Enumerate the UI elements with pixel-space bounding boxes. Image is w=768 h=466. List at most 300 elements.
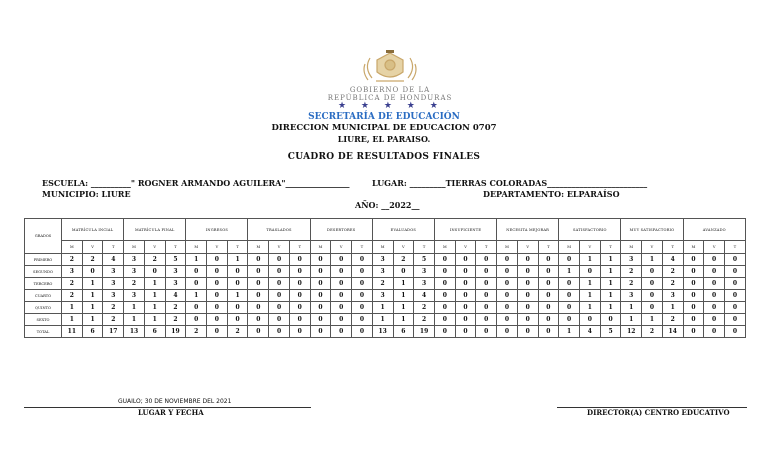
table-cell: 0 bbox=[186, 266, 207, 278]
table-cell: 3 bbox=[414, 278, 435, 290]
government-logo bbox=[272, 50, 508, 112]
table-cell: 3 bbox=[372, 290, 393, 302]
table-cell: 0 bbox=[352, 302, 373, 314]
sub-header: M bbox=[683, 241, 704, 254]
table-cell: 0 bbox=[517, 266, 538, 278]
table-cell: 3 bbox=[62, 266, 83, 278]
table-cell: 1 bbox=[393, 314, 414, 326]
table-cell: 2 bbox=[621, 266, 642, 278]
table-row bbox=[25, 314, 746, 326]
table-cell: 0 bbox=[517, 314, 538, 326]
table-cell: 1 bbox=[62, 314, 83, 326]
table-cell: 0 bbox=[331, 326, 352, 338]
localidad-subtitle: LIURE, EL PARAISO. bbox=[337, 134, 431, 144]
row-label: SEXTO bbox=[25, 314, 62, 326]
sub-header: V bbox=[269, 241, 290, 254]
table-cell: 13 bbox=[124, 326, 145, 338]
table-cell: 0 bbox=[207, 266, 228, 278]
sub-header: T bbox=[165, 241, 186, 254]
table-cell: 0 bbox=[352, 278, 373, 290]
director-label: DIRECTOR(A) CENTRO EDUCATIVO bbox=[587, 408, 730, 417]
table-cell: 1 bbox=[579, 254, 600, 266]
group-header: INGRESOS bbox=[186, 219, 248, 241]
group-header: EVALUADOS bbox=[372, 219, 434, 241]
sub-header: V bbox=[207, 241, 228, 254]
table-cell: 0 bbox=[82, 266, 103, 278]
sub-header: M bbox=[124, 241, 145, 254]
report-title: CUADRO DE RESULTADOS FINALES bbox=[287, 152, 481, 162]
table-cell: 3 bbox=[621, 290, 642, 302]
table-cell: 0 bbox=[393, 266, 414, 278]
table-cell: 17 bbox=[103, 326, 124, 338]
table-cell: 0 bbox=[227, 314, 248, 326]
table-cell: 0 bbox=[683, 314, 704, 326]
table-cell: 0 bbox=[538, 326, 559, 338]
table-cell: 1 bbox=[82, 314, 103, 326]
table-cell: 0 bbox=[497, 278, 518, 290]
table-cell: 0 bbox=[207, 302, 228, 314]
table-cell: 0 bbox=[227, 278, 248, 290]
row-label: QUINTO bbox=[25, 302, 62, 314]
table-cell: 0 bbox=[704, 290, 725, 302]
logo-line-2: REPÚBLICA DE HONDURAS bbox=[327, 94, 453, 102]
table-cell: 0 bbox=[289, 266, 310, 278]
table-cell: 0 bbox=[331, 314, 352, 326]
sub-header-row bbox=[25, 241, 746, 254]
table-cell: 0 bbox=[476, 290, 497, 302]
table-cell: 0 bbox=[683, 266, 704, 278]
table-cell: 0 bbox=[227, 302, 248, 314]
table-cell: 2 bbox=[621, 278, 642, 290]
table-cell: 1 bbox=[600, 254, 621, 266]
group-header: SATISFACTORIO bbox=[559, 219, 621, 241]
table-cell: 0 bbox=[725, 302, 746, 314]
table-cell: 3 bbox=[124, 266, 145, 278]
table-cell: 3 bbox=[621, 254, 642, 266]
table-cell: 2 bbox=[144, 254, 165, 266]
table-cell: 0 bbox=[704, 266, 725, 278]
table-cell: 0 bbox=[559, 278, 580, 290]
group-header: MATRÍCULA INCIAL bbox=[62, 219, 124, 241]
group-header-row bbox=[25, 219, 746, 241]
fecha-text: GUAILO; 30 DE NOVIEMBRE DEL 2021 bbox=[118, 398, 232, 405]
sub-header: V bbox=[82, 241, 103, 254]
table-cell: 0 bbox=[310, 278, 331, 290]
table-cell: 1 bbox=[227, 290, 248, 302]
table-cell: 0 bbox=[476, 254, 497, 266]
row-label: CUARTO bbox=[25, 290, 62, 302]
table-cell: 0 bbox=[352, 254, 373, 266]
table-cell: 0 bbox=[455, 314, 476, 326]
table-cell: 0 bbox=[248, 326, 269, 338]
table-cell: 0 bbox=[144, 266, 165, 278]
table-cell: 2 bbox=[642, 326, 663, 338]
table-cell: 0 bbox=[455, 266, 476, 278]
table-cell: 0 bbox=[559, 314, 580, 326]
table-cell: 1 bbox=[372, 314, 393, 326]
sub-header: M bbox=[310, 241, 331, 254]
table-cell: 0 bbox=[269, 302, 290, 314]
table-cell: 0 bbox=[289, 314, 310, 326]
group-header: MATRÍCULA FINAL bbox=[124, 219, 186, 241]
table-cell: 3 bbox=[165, 266, 186, 278]
table-cell: 0 bbox=[538, 302, 559, 314]
table-cell: 0 bbox=[497, 314, 518, 326]
table-cell: 0 bbox=[434, 254, 455, 266]
table-cell: 2 bbox=[662, 278, 683, 290]
table-cell: 0 bbox=[683, 326, 704, 338]
table-cell: 2 bbox=[62, 254, 83, 266]
table-cell: 1 bbox=[600, 290, 621, 302]
table-cell: 0 bbox=[517, 254, 538, 266]
table-cell: 0 bbox=[538, 290, 559, 302]
table-cell: 0 bbox=[289, 254, 310, 266]
table-cell: 0 bbox=[310, 314, 331, 326]
table-cell: 0 bbox=[683, 290, 704, 302]
table-cell: 0 bbox=[642, 290, 663, 302]
table-cell: 1 bbox=[144, 302, 165, 314]
table-cell: 1 bbox=[82, 290, 103, 302]
table-row bbox=[25, 266, 746, 278]
sub-header: V bbox=[579, 241, 600, 254]
table-cell: 2 bbox=[62, 290, 83, 302]
table-cell: 1 bbox=[600, 278, 621, 290]
table-cell: 0 bbox=[559, 290, 580, 302]
table-cell: 12 bbox=[621, 326, 642, 338]
table-cell: 0 bbox=[683, 254, 704, 266]
table-cell: 1 bbox=[124, 314, 145, 326]
table-cell: 1 bbox=[621, 314, 642, 326]
table-cell: 5 bbox=[600, 326, 621, 338]
table-cell: 3 bbox=[124, 254, 145, 266]
table-cell: 0 bbox=[455, 254, 476, 266]
table-cell: 2 bbox=[82, 254, 103, 266]
municipio-field: MUNICIPIO: LIURE bbox=[42, 189, 131, 199]
table-cell: 0 bbox=[434, 278, 455, 290]
table-row bbox=[25, 254, 746, 266]
departamento-field: DEPARTAMENTO: ELPARAÍSO bbox=[483, 189, 620, 199]
direccion-subtitle: DIRECCION MUNICIPAL DE EDUCACION 0707 bbox=[271, 123, 497, 133]
group-header: MUY SATISFACTORIO bbox=[621, 219, 683, 241]
table-cell: 1 bbox=[186, 290, 207, 302]
sub-header: M bbox=[372, 241, 393, 254]
sub-header: V bbox=[517, 241, 538, 254]
table-cell: 6 bbox=[144, 326, 165, 338]
sub-header: V bbox=[331, 241, 352, 254]
table-cell: 19 bbox=[165, 326, 186, 338]
table-cell: 0 bbox=[310, 266, 331, 278]
table-cell: 13 bbox=[372, 326, 393, 338]
table-cell: 0 bbox=[434, 266, 455, 278]
table-cell: 2 bbox=[62, 278, 83, 290]
table-cell: 0 bbox=[517, 290, 538, 302]
row-label: SEGUNDO bbox=[25, 266, 62, 278]
table-cell: 2 bbox=[186, 326, 207, 338]
table-cell: 3 bbox=[372, 254, 393, 266]
table-cell: 1 bbox=[372, 302, 393, 314]
table-cell: 0 bbox=[352, 266, 373, 278]
table-cell: 1 bbox=[144, 314, 165, 326]
sub-header: T bbox=[600, 241, 621, 254]
table-cell: 0 bbox=[455, 278, 476, 290]
table-cell: 0 bbox=[455, 326, 476, 338]
table-cell: 0 bbox=[207, 314, 228, 326]
table-cell: 0 bbox=[559, 302, 580, 314]
table-cell: 0 bbox=[352, 290, 373, 302]
table-cell: 0 bbox=[476, 278, 497, 290]
table-cell: 19 bbox=[414, 326, 435, 338]
table-cell: 5 bbox=[414, 254, 435, 266]
table-cell: 0 bbox=[434, 302, 455, 314]
table-cell: 1 bbox=[579, 302, 600, 314]
secretaria-title: SECRETARÍA DE EDUCACIÓN bbox=[308, 112, 460, 122]
sub-header: T bbox=[352, 241, 373, 254]
sub-header: V bbox=[393, 241, 414, 254]
sub-header: T bbox=[227, 241, 248, 254]
table-cell: 0 bbox=[683, 278, 704, 290]
table-cell: 1 bbox=[642, 254, 663, 266]
table-cell: 0 bbox=[248, 254, 269, 266]
table-cell: 1 bbox=[393, 302, 414, 314]
table-cell: 3 bbox=[662, 290, 683, 302]
table-cell: 0 bbox=[248, 314, 269, 326]
table-cell: 4 bbox=[579, 326, 600, 338]
table-cell: 0 bbox=[331, 278, 352, 290]
table-cell: 0 bbox=[725, 290, 746, 302]
table-cell: 2 bbox=[662, 266, 683, 278]
table-cell: 1 bbox=[559, 326, 580, 338]
table-cell: 3 bbox=[372, 266, 393, 278]
table-cell: 0 bbox=[289, 326, 310, 338]
table-cell: 0 bbox=[517, 278, 538, 290]
table-cell: 3 bbox=[165, 278, 186, 290]
table-cell: 0 bbox=[331, 302, 352, 314]
table-cell: 1 bbox=[186, 254, 207, 266]
sub-header: V bbox=[455, 241, 476, 254]
table-cell: 0 bbox=[517, 302, 538, 314]
table-cell: 0 bbox=[269, 266, 290, 278]
escuela-field: ESCUELA: __________" ROGNER ARMANDO AGUILERA"________________ bbox=[42, 178, 350, 188]
table-cell: 1 bbox=[642, 314, 663, 326]
table-row bbox=[25, 278, 746, 290]
table-cell: 0 bbox=[476, 314, 497, 326]
sub-header: T bbox=[103, 241, 124, 254]
table-cell: 0 bbox=[352, 314, 373, 326]
table-cell: 0 bbox=[704, 314, 725, 326]
table-cell: 0 bbox=[248, 290, 269, 302]
table-cell: 1 bbox=[559, 266, 580, 278]
row-label: TERCERO bbox=[25, 278, 62, 290]
table-cell: 3 bbox=[124, 290, 145, 302]
table-cell: 5 bbox=[165, 254, 186, 266]
table-cell: 0 bbox=[642, 266, 663, 278]
group-header: NECESITA MEJORAR bbox=[497, 219, 559, 241]
table-cell: 0 bbox=[248, 266, 269, 278]
table-cell: 0 bbox=[434, 326, 455, 338]
table-cell: 0 bbox=[455, 290, 476, 302]
table-cell: 14 bbox=[662, 326, 683, 338]
table-cell: 0 bbox=[434, 314, 455, 326]
sub-header: T bbox=[476, 241, 497, 254]
group-header: TRASLADOS bbox=[248, 219, 310, 241]
table-cell: 2 bbox=[124, 278, 145, 290]
row-label: TOTAL bbox=[25, 326, 62, 338]
table-cell: 0 bbox=[725, 266, 746, 278]
table-cell: 0 bbox=[538, 254, 559, 266]
table-cell: 0 bbox=[704, 254, 725, 266]
results-table bbox=[24, 218, 746, 338]
table-cell: 1 bbox=[393, 290, 414, 302]
table-cell: 0 bbox=[186, 278, 207, 290]
table-cell: 1 bbox=[579, 290, 600, 302]
table-cell: 2 bbox=[662, 314, 683, 326]
table-cell: 2 bbox=[103, 302, 124, 314]
table-cell: 4 bbox=[414, 290, 435, 302]
table-cell: 0 bbox=[352, 326, 373, 338]
table-cell: 1 bbox=[82, 278, 103, 290]
sub-header: T bbox=[662, 241, 683, 254]
sub-header: M bbox=[186, 241, 207, 254]
coat-of-arms-icon bbox=[272, 50, 508, 86]
table-row bbox=[25, 326, 746, 338]
table-cell: 0 bbox=[434, 290, 455, 302]
table-cell: 2 bbox=[165, 314, 186, 326]
sub-header: V bbox=[642, 241, 663, 254]
table-cell: 0 bbox=[331, 254, 352, 266]
table-cell: 0 bbox=[725, 314, 746, 326]
lugar-field: LUGAR: _________TIERRAS COLORADAS_________________________ bbox=[372, 178, 648, 188]
table-cell: 0 bbox=[331, 266, 352, 278]
anio-field: AÑO: __2022__ bbox=[355, 200, 420, 210]
table-cell: 0 bbox=[497, 254, 518, 266]
table-cell: 0 bbox=[186, 314, 207, 326]
table-cell: 0 bbox=[725, 278, 746, 290]
sub-header: M bbox=[559, 241, 580, 254]
table-cell: 2 bbox=[372, 278, 393, 290]
row-label: PRIMERO bbox=[25, 254, 62, 266]
table-cell: 0 bbox=[497, 326, 518, 338]
sub-header: T bbox=[414, 241, 435, 254]
sub-header: M bbox=[62, 241, 83, 254]
table-cell: 0 bbox=[517, 326, 538, 338]
table-cell: 0 bbox=[269, 326, 290, 338]
table-cell: 0 bbox=[725, 326, 746, 338]
table-cell: 1 bbox=[662, 302, 683, 314]
table-cell: 1 bbox=[600, 302, 621, 314]
table-cell: 0 bbox=[310, 302, 331, 314]
table-cell: 0 bbox=[310, 290, 331, 302]
table-cell: 0 bbox=[642, 302, 663, 314]
group-header: AVANZADO bbox=[683, 219, 745, 241]
sub-header: M bbox=[621, 241, 642, 254]
table-cell: 0 bbox=[725, 254, 746, 266]
table-cell: 6 bbox=[393, 326, 414, 338]
table-cell: 0 bbox=[227, 266, 248, 278]
table-cell: 2 bbox=[414, 314, 435, 326]
table-cell: 0 bbox=[600, 314, 621, 326]
table-cell: 1 bbox=[600, 266, 621, 278]
table-cell: 0 bbox=[704, 302, 725, 314]
table-cell: 0 bbox=[186, 302, 207, 314]
table-cell: 0 bbox=[207, 278, 228, 290]
table-cell: 0 bbox=[559, 254, 580, 266]
table-cell: 2 bbox=[393, 254, 414, 266]
lugar-fecha-label: LUGAR Y FECHA bbox=[138, 408, 204, 417]
table-cell: 1 bbox=[227, 254, 248, 266]
group-header: INSUFICIENTE bbox=[434, 219, 496, 241]
table-cell: 0 bbox=[538, 314, 559, 326]
logo-line-1: GOBIERNO DE LA bbox=[349, 86, 431, 94]
table-cell: 1 bbox=[621, 302, 642, 314]
table-cell: 0 bbox=[310, 254, 331, 266]
table-cell: 0 bbox=[269, 278, 290, 290]
table-row bbox=[25, 290, 746, 302]
table-cell: 11 bbox=[62, 326, 83, 338]
table-cell: 2 bbox=[103, 314, 124, 326]
table-cell: 0 bbox=[331, 290, 352, 302]
table-cell: 3 bbox=[103, 278, 124, 290]
group-header: DESERTORES bbox=[310, 219, 372, 241]
table-cell: 0 bbox=[704, 326, 725, 338]
table-cell: 0 bbox=[310, 326, 331, 338]
table-cell: 2 bbox=[414, 302, 435, 314]
table-cell: 1 bbox=[579, 278, 600, 290]
table-cell: 0 bbox=[497, 302, 518, 314]
sub-header: T bbox=[289, 241, 310, 254]
table-cell: 0 bbox=[579, 314, 600, 326]
sub-header: M bbox=[248, 241, 269, 254]
table-cell: 1 bbox=[393, 278, 414, 290]
table-cell: 0 bbox=[207, 254, 228, 266]
table-cell: 0 bbox=[207, 326, 228, 338]
sub-header: V bbox=[704, 241, 725, 254]
table-cell: 0 bbox=[476, 302, 497, 314]
sub-header: V bbox=[144, 241, 165, 254]
table-cell: 0 bbox=[538, 278, 559, 290]
table-cell: 0 bbox=[455, 302, 476, 314]
table-cell: 0 bbox=[289, 278, 310, 290]
table-cell: 4 bbox=[662, 254, 683, 266]
table-cell: 0 bbox=[579, 266, 600, 278]
table-cell: 1 bbox=[124, 302, 145, 314]
table-cell: 0 bbox=[476, 266, 497, 278]
table-cell: 0 bbox=[289, 290, 310, 302]
table-cell: 0 bbox=[538, 266, 559, 278]
table-row bbox=[25, 302, 746, 314]
table-cell: 0 bbox=[248, 302, 269, 314]
table-cell: 4 bbox=[165, 290, 186, 302]
sub-header: T bbox=[725, 241, 746, 254]
grados-header: GRADOS bbox=[25, 219, 62, 254]
table-body bbox=[25, 254, 746, 338]
sub-header: M bbox=[434, 241, 455, 254]
table-cell: 0 bbox=[497, 290, 518, 302]
table-cell: 0 bbox=[289, 302, 310, 314]
table-cell: 0 bbox=[269, 254, 290, 266]
table-cell: 3 bbox=[103, 266, 124, 278]
table-cell: 0 bbox=[704, 278, 725, 290]
table-cell: 6 bbox=[82, 326, 103, 338]
table-cell: 2 bbox=[165, 302, 186, 314]
table-cell: 1 bbox=[82, 302, 103, 314]
table-cell: 0 bbox=[207, 290, 228, 302]
stars-icon: ★ ★ ★ ★ ★ bbox=[338, 101, 444, 111]
table-cell: 2 bbox=[227, 326, 248, 338]
table-cell: 0 bbox=[269, 290, 290, 302]
table-cell: 3 bbox=[414, 266, 435, 278]
table-cell: 1 bbox=[144, 278, 165, 290]
table-cell: 3 bbox=[103, 290, 124, 302]
